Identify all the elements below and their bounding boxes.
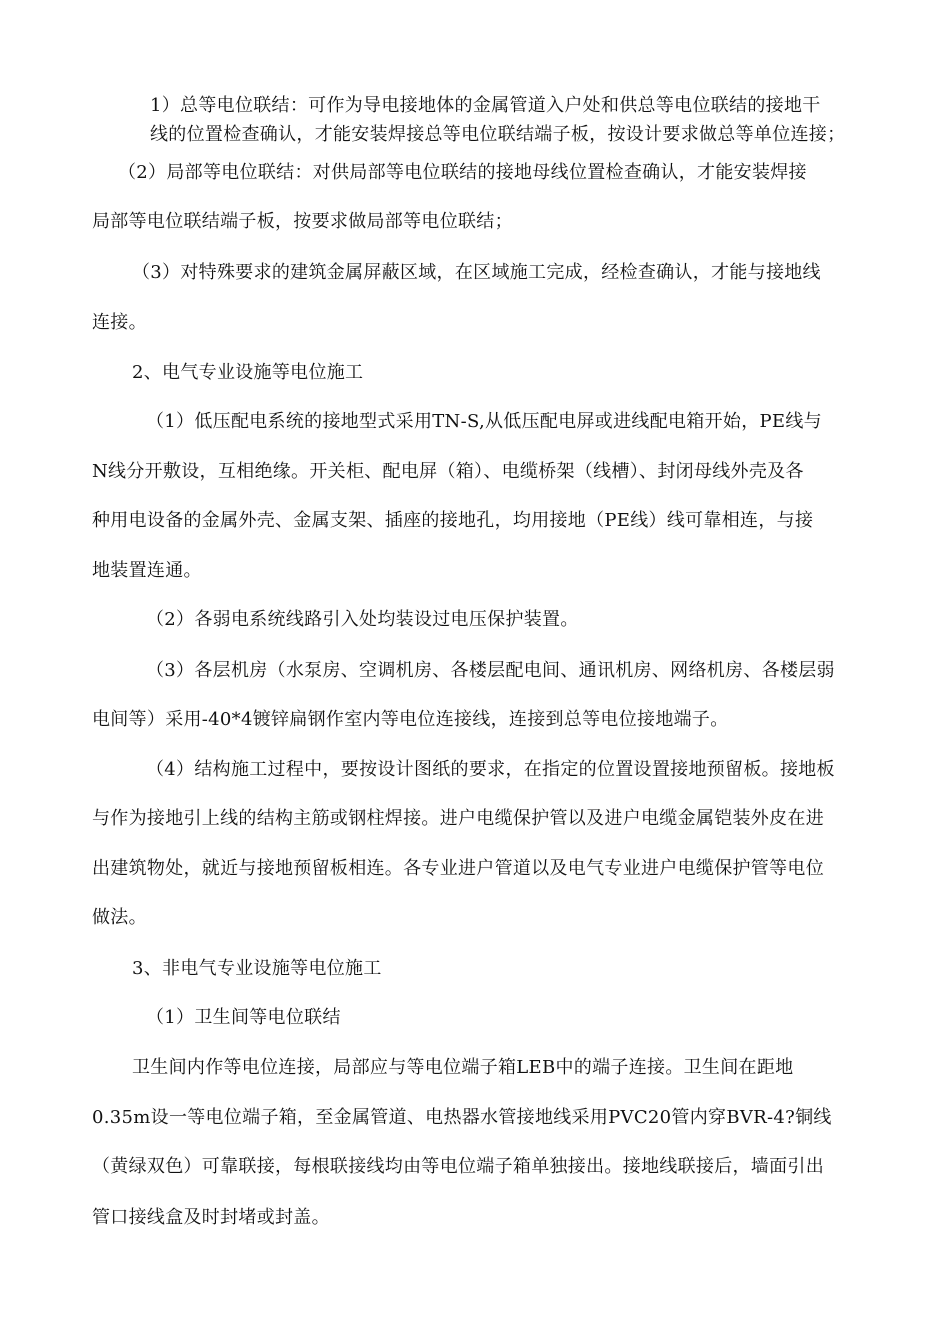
text-line: （4）结构施工过程中，要按设计图纸的要求，在指定的位置设置接地预留板。接地板 (146, 759, 835, 780)
text-line: （2）局部等电位联结：对供局部等电位联结的接地母线位置检查确认，才能安装焊接 (118, 162, 807, 183)
text-line: 局部等电位联结端子板，按要求做局部等电位联结； (92, 211, 513, 232)
text-line: 做法。 (92, 907, 147, 928)
text-line: 管口接线盒及时封堵或封盖。 (92, 1207, 330, 1228)
text-line: （3）对特殊要求的建筑金属屏蔽区域，在区域施工完成，经检查确认，才能与接地线 (132, 262, 821, 283)
subsection-heading: （1）卫生间等电位联结 (146, 1007, 341, 1028)
text-line: （3）各层机房（水泵房、空调机房、各楼层配电间、通讯机房、网络机房、各楼层弱 (146, 660, 835, 681)
text-line: 1）总等电位联结：可作为导电接地体的金属管道入户处和供总等电位联结的接地干 (150, 95, 821, 116)
text-line: 电间等）采用-40*4镀锌扁钢作室内等电位连接线，连接到总等电位接地端子。 (92, 709, 729, 730)
text-line: 连接。 (92, 312, 147, 333)
text-line: 出建筑物处，就近与接地预留板相连。各专业进户管道以及电气专业进户电缆保护管等电位 (92, 858, 824, 879)
section-heading: 2、电气专业设施等电位施工 (132, 362, 364, 383)
text-line: （2）各弱电系统线路引入处均装设过电压保护装置。 (146, 609, 579, 630)
text-line: 线的位置检查确认，才能安装焊接总等电位联结端子板，按设计要求做总等单位连接； (150, 124, 846, 145)
text-line: 0.35m设一等电位端子箱，至金属管道、电热器水管接地线采用PVC20管内穿BVR-4?铜线 (92, 1107, 832, 1128)
text-line: （黄绿双色）可靠联接，每根联接线均由等电位端子箱单独接出。接地线联接后，墙面引出 (92, 1156, 824, 1177)
text-line: 与作为接地引上线的结构主筋或钢柱焊接。进户电缆保护管以及进户电缆金属铠装外皮在进 (92, 808, 824, 829)
text-line: N线分开敷设，互相绝缘。开关柜、配电屏（箱）、电缆桥架（线槽）、封闭母线外壳及各 (92, 461, 804, 482)
text-line: 地装置连通。 (92, 560, 202, 581)
section-heading: 3、非电气专业设施等电位施工 (132, 958, 382, 979)
text-line: 卫生间内作等电位连接，局部应与等电位端子箱LEB中的端子连接。卫生间在距地 (132, 1057, 794, 1078)
text-line: 种用电设备的金属外壳、金属支架、插座的接地孔，均用接地（PE线）线可靠相连，与接 (92, 510, 814, 531)
text-line: （1）低压配电系统的接地型式采用TN-S,从低压配电屏或进线配电箱开始，PE线与 (146, 411, 822, 432)
